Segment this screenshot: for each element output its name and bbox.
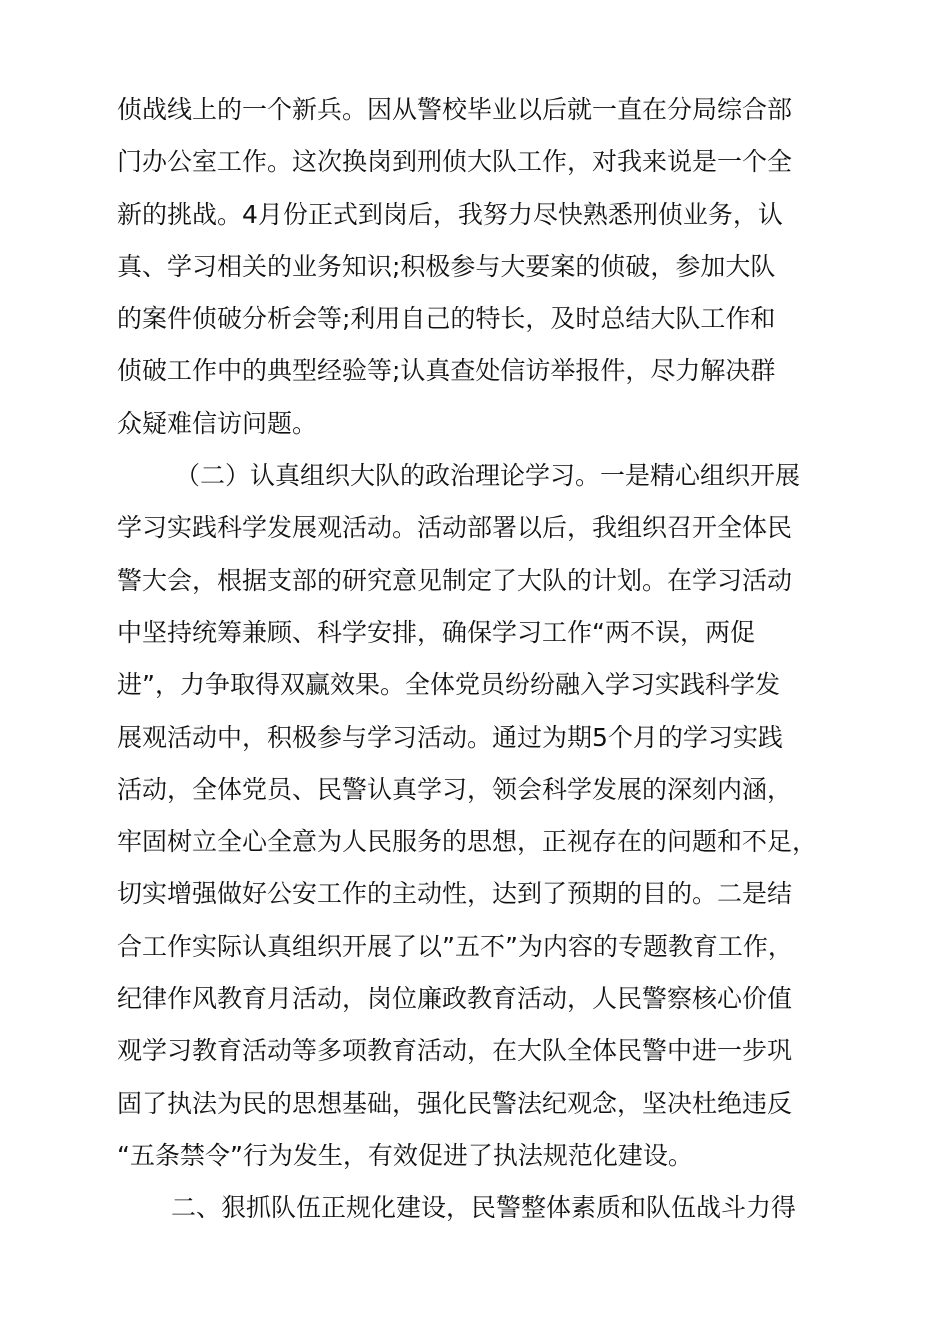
text-line: 合工作实际认真组织开展了以”五不”为内容的专题教育工作， — [117, 931, 793, 961]
text-line: 门办公室工作。这次换岗到刑侦大队工作，对我来说是一个全 — [117, 147, 793, 177]
text-line: 学习实践科学发展观活动。活动部署以后，我组织召开全体民 — [117, 513, 793, 543]
text-line: 的案件侦破分析会等;利用自己的特长，及时总结大队工作和 — [117, 304, 776, 334]
text-line: 真、学习相关的业务知识;积极参与大要案的侦破，参加大队 — [117, 251, 776, 281]
text-line: 警大会，根据支部的研究意见制定了大队的计划。在学习活动 — [117, 565, 793, 595]
text-line: 牢固树立全心全意为人民服务的思想，正视存在的问题和不足， — [117, 827, 818, 857]
text-line: 切实增强做好公安工作的主动性，达到了预期的目的。二是结 — [117, 879, 793, 909]
text-line: 活动，全体党员、民警认真学习，领会科学发展的深刻内涵， — [117, 774, 793, 804]
text-line: “五条禁令”行为发生，有效促进了执法规范化建设。 — [117, 1140, 693, 1170]
text-line: 侦破工作中的典型经验等;认真查处信访举报件，尽力解决群 — [117, 356, 776, 386]
text-line: 进”，力争取得双赢效果。全体党员纷纷融入学习实践科学发 — [117, 670, 780, 700]
text-line: 新的挑战。4月份正式到岗后，我努力尽快熟悉刑侦业务，认 — [117, 199, 783, 229]
text-line: 中坚持统筹兼顾、科学安排，确保学习工作“两不误，两促 — [117, 617, 755, 647]
section-heading-line: 二、狠抓队伍正规化建设，民警整体素质和队伍战斗力得 — [171, 1193, 797, 1223]
text-line: 展观活动中，积极参与学习活动。通过为期5个月的学习实践 — [117, 722, 783, 752]
body-text — [117, 84, 835, 1235]
text-line: 纪律作风教育月活动，岗位廉政教育活动，人民警察核心价值 — [117, 984, 793, 1014]
text-line: 侦战线上的一个新兵。因从警校毕业以后就一直在分局综合部 — [117, 95, 793, 124]
text-line: 众疑难信访问题。 — [117, 408, 318, 438]
text-line: 固了执法为民的思想基础，强化民警法纪观念，坚决杜绝违反 — [117, 1088, 793, 1118]
text-line: 观学习教育活动等多项教育活动，在大队全体民警中进一步巩 — [117, 1036, 793, 1066]
paragraph-start-line: （二）认真组织大队的政治理论学习。一是精心组织开展 — [175, 461, 801, 491]
